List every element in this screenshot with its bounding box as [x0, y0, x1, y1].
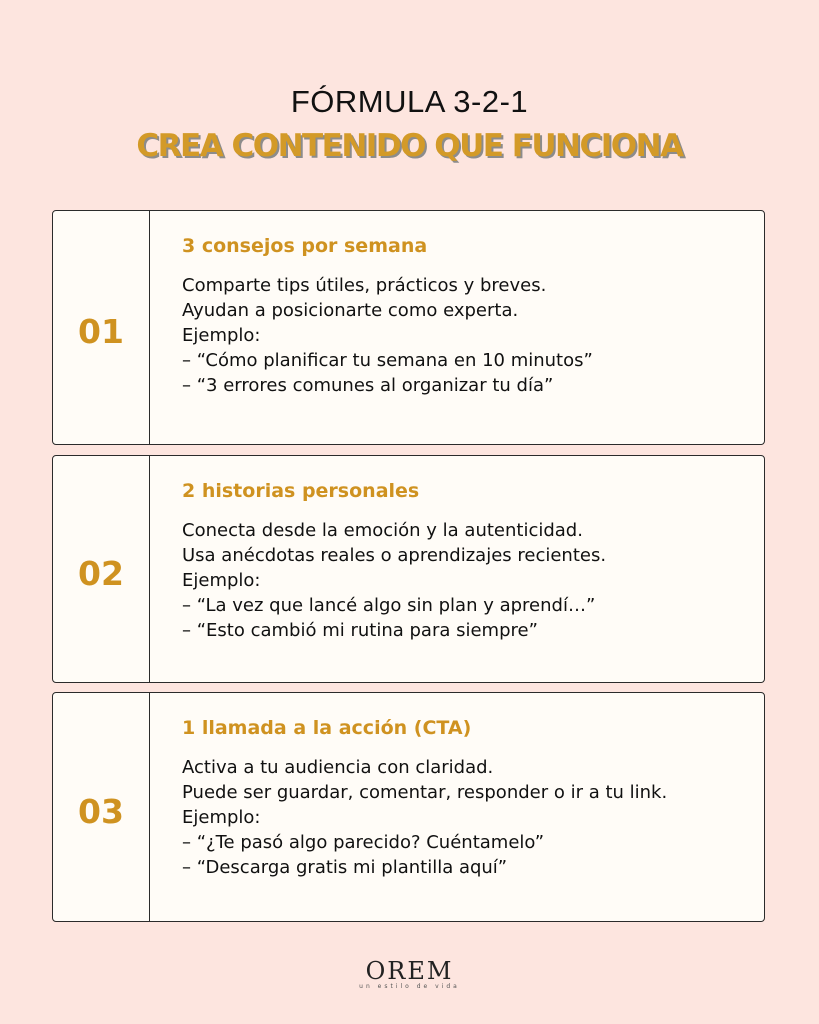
card-line: – “Descarga gratis mi plantilla aquí” — [182, 857, 508, 878]
card-line: Activa a tu audiencia con claridad. — [182, 757, 494, 778]
card-line: – “3 errores comunes al organizar tu día” — [182, 375, 554, 396]
card-number: 02 — [53, 456, 150, 682]
card-line: Usa anécdotas reales o aprendizajes recientes. — [182, 545, 607, 566]
card-line: Ejemplo: — [182, 807, 261, 828]
card-title: 3 consejos por semana — [182, 235, 428, 257]
card-line: – “Esto cambió mi rutina para siempre” — [182, 620, 538, 641]
card-line: Ayudan a posicionarte como experta. — [182, 300, 519, 321]
card-line: Ejemplo: — [182, 570, 261, 591]
card-line: – “Cómo planificar tu semana en 10 minutos” — [182, 350, 593, 371]
card-line: Conecta desde la emoción y la autenticidad. — [182, 520, 583, 541]
logo-tagline: un estilo de vida — [359, 983, 460, 990]
card-title: 2 historias personales — [182, 480, 420, 502]
card-number: 01 — [53, 211, 150, 444]
logo-name: OREM — [365, 957, 454, 985]
card-line: Comparte tips útiles, prácticos y breves. — [182, 275, 547, 296]
card-line: Puede ser guardar, comentar, responder o ir a tu link. — [182, 782, 668, 803]
page-title: FÓRMULA 3-2-1 — [290, 84, 529, 119]
card-cta — [52, 692, 765, 922]
card-number: 03 — [53, 693, 150, 921]
card-tips — [52, 210, 765, 445]
card-title: 1 llamada a la acción (CTA) — [182, 717, 472, 739]
page-subtitle: CREA CONTENIDO QUE FUNCIONA — [136, 128, 683, 164]
card-stories — [52, 455, 765, 683]
brand-logo — [0, 957, 819, 990]
card-line: – “La vez que lancé algo sin plan y aprendí…” — [182, 595, 596, 616]
card-line: Ejemplo: — [182, 325, 261, 346]
card-line: – “¿Te pasó algo parecido? Cuéntamelo” — [182, 832, 545, 853]
